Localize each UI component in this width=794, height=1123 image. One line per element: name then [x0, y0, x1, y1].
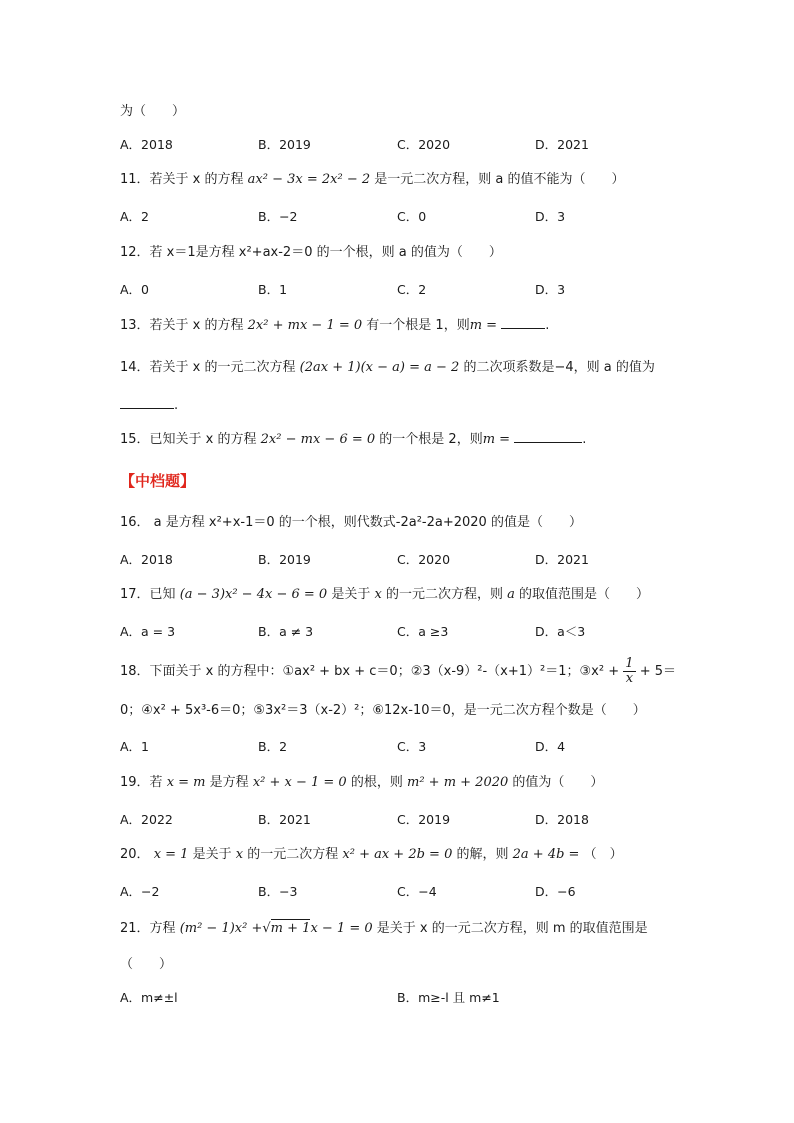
math-expression: (2ax + 1)(x − a) = a − 2: [299, 360, 460, 375]
option-b: B．2021: [258, 812, 311, 827]
option-a: A．2018: [120, 137, 173, 152]
answer-blank: [514, 430, 582, 443]
option-a: A．m≠±l: [120, 990, 178, 1005]
option-b: B．2: [258, 739, 288, 754]
question-10-tail: 为（ ）: [120, 104, 186, 119]
math-expression: 2x² + mx − 1 = 0: [247, 318, 363, 333]
option-a: A．2018: [120, 552, 173, 567]
option-b: B．1: [258, 282, 288, 297]
option-c: C．3: [397, 739, 427, 754]
question-21: 21．方程 (m² − 1)x² +√m + 1x − 1 = 0 是关于 x 的一元二次方程，则 m 的取值范围是: [120, 921, 648, 936]
question-14-answer-line: .: [120, 396, 178, 415]
option-d: D．3: [535, 209, 566, 224]
math-expression: ax² − 3x = 2x² − 2: [247, 172, 371, 187]
option-b: B．−2: [258, 209, 298, 224]
option-c: C．a ≥3: [397, 624, 449, 639]
option-a: A．1: [120, 739, 150, 754]
option-d: D．2021: [535, 137, 589, 152]
question-16: 16． a 是方程 x²+x-1＝0 的一个根，则代数式-2a²-2a+2020 的值是（ ）: [120, 515, 582, 530]
question-17: 17．已知 (a − 3)x² − 4x − 6 = 0 是关于 x 的一元二次方程，则 a 的取值范围是（ ）: [120, 587, 650, 602]
option-d: D．2021: [535, 552, 589, 567]
option-d: D．4: [535, 739, 566, 754]
sqrt-radicand: m + 1: [270, 921, 311, 936]
question-12: 12．若 x＝1是方程 x²+ax-2＝0 的一个根，则 a 的值为（ ）: [120, 245, 502, 260]
math-expression: 2x² − mx − 6 = 0: [260, 432, 376, 447]
option-d: D．2018: [535, 812, 589, 827]
math-expression: (a − 3)x² − 4x − 6 = 0: [179, 587, 328, 602]
question-14: 14．若关于 x 的一元二次方程 (2ax + 1)(x − a) = a − 2 的二次项系数是−4，则 a 的值为: [120, 360, 655, 375]
option-d: D．3: [535, 282, 566, 297]
option-c: C．2020: [397, 552, 451, 567]
option-a: A．0: [120, 282, 150, 297]
option-d: D．−6: [535, 884, 576, 899]
question-13: 13．若关于 x 的方程 2x² + mx − 1 = 0 有一个根是 1，则m = .: [120, 318, 550, 333]
sqrt-symbol: √: [262, 921, 271, 936]
option-a: A．a = 3: [120, 624, 176, 639]
option-b: B．m≥-l 且 m≠1: [397, 990, 500, 1005]
question-21-line-2: （ ）: [120, 957, 173, 972]
question-18-line-2: 0；④x² + 5x³-6＝0；⑤3x²＝3（x-2）²；⑥12x-10＝0，是一元二次方程个数是（ ）: [120, 703, 646, 718]
option-c: C．−4: [397, 884, 437, 899]
question-19: 19．若 x = m 是方程 x² + x − 1 = 0 的根，则 m² + m + 2020 的值为（ ）: [120, 775, 604, 790]
option-b: B．2019: [258, 137, 311, 152]
fraction: $\frac{1}{x}$: [625, 656, 634, 686]
question-20: 20． x = 1 是关于 x 的一元二次方程 x² + ax + 2b = 0 的解，则 2a + 4b = （ ）: [120, 847, 623, 862]
question-15: 15．已知关于 x 的方程 2x² − mx − 6 = 0 的一个根是 2，则m = .: [120, 432, 587, 447]
option-c: C．2020: [397, 137, 451, 152]
option-d: D．a＜3: [535, 624, 586, 639]
option-c: C．0: [397, 209, 427, 224]
option-b: B．a ≠ 3: [258, 624, 314, 639]
option-b: B．2019: [258, 552, 311, 567]
question-18: 18．下面关于 x 的方程中：①ax² + bx + c＝0；②3（x-9）²-（x+1）²＝1；③x² + $\frac{1}{x}$ + 5＝: [120, 656, 676, 686]
section-heading: 【中档题】: [120, 472, 196, 490]
answer-blank: [120, 396, 174, 409]
question-11: 11．若关于 x 的方程 ax² − 3x = 2x² − 2 是一元二次方程，则 a 的值不能为（ ）: [120, 172, 625, 187]
option-c: C．2019: [397, 812, 451, 827]
option-a: A．−2: [120, 884, 160, 899]
answer-blank: [501, 316, 545, 329]
option-a: A．2: [120, 209, 150, 224]
option-a: A．2022: [120, 812, 173, 827]
option-b: B．−3: [258, 884, 298, 899]
option-c: C．2: [397, 282, 427, 297]
